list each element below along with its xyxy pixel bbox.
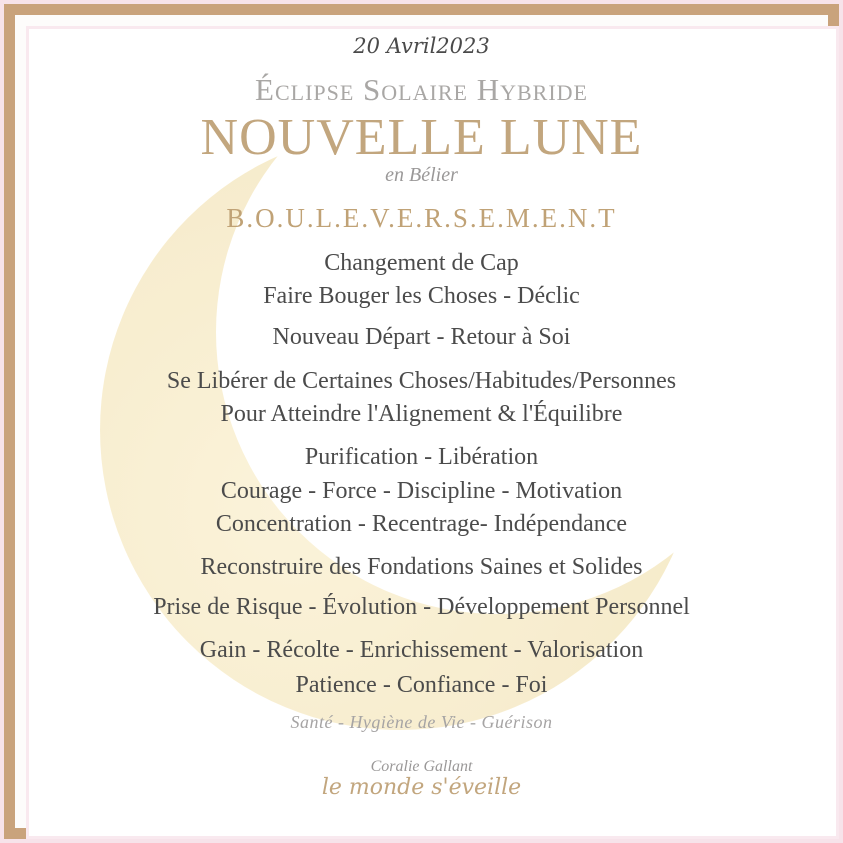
keyword-line: Nouveau Départ - Retour à Soi [272, 324, 571, 350]
keyword-line: Changement de Cap [324, 250, 519, 276]
keyword-line: Reconstruire des Fondations Saines et Solides [200, 554, 643, 580]
health-line: Santé - Hygiène de Vie - Guérison [290, 712, 553, 732]
keyword-line: Courage - Force - Discipline - Motivation [220, 478, 623, 504]
author-name: Coralie Gallant [370, 758, 473, 775]
page-title: NOUVELLE LUNE [200, 109, 643, 166]
keyword-line: Se Libérer de Certaines Choses/Habitudes/Personnes [166, 368, 677, 394]
keyword-line: Prise de Risque - Évolution - Développement Personnel [153, 594, 690, 620]
zodiac-sign: en Bélier [385, 164, 458, 186]
keyword-line: Purification - Libération [304, 444, 539, 470]
eclipse-subtitle: Éclipse Solaire Hybride [255, 72, 588, 107]
keyword-line: Faire Bouger les Choses - Déclic [263, 283, 580, 309]
keyword-line: Patience - Confiance - Foi [295, 672, 548, 698]
keyword-line: Pour Atteindre l'Alignement & l'Équilibre [220, 401, 623, 427]
theme-word: B.O.U.L.E.V.E.R.S.E.M.E.N.T [226, 203, 617, 233]
keyword-line: Concentration - Recentrage- Indépendance [215, 511, 628, 537]
date: 20 Avril2023 [353, 34, 490, 58]
brand-signature: le monde s'éveille [321, 775, 522, 800]
keyword-line: Gain - Récolte - Enrichissement - Valorisation [199, 637, 644, 663]
